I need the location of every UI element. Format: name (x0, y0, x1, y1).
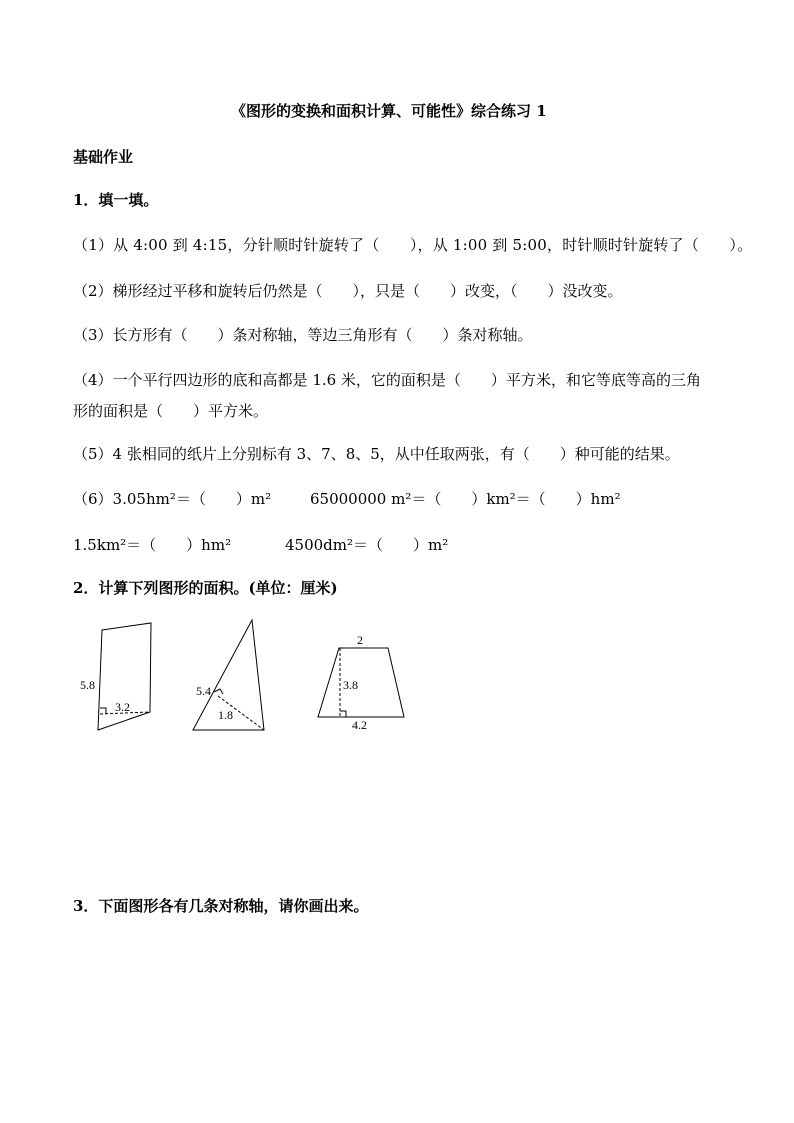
trapezoid-bottom-label: 4.2 (352, 718, 367, 732)
page-title: 《图形的变换和面积计算、可能性》综合练习 1 (231, 102, 547, 120)
q1-item-6b: 65000000 m²＝（ ）km²＝（ ）hm² (310, 490, 621, 508)
triangle-height-label: 1.8 (218, 708, 233, 722)
trapezoid-height-label: 3.8 (343, 678, 358, 692)
right-angle-mark (340, 711, 346, 717)
q2-heading: 2．计算下列图形的面积。(单位：厘米) (73, 579, 338, 597)
q1-heading: 1．填一填。 (73, 191, 159, 209)
triangle-figure (190, 618, 270, 733)
q1-item-5: （5）4 张相同的纸片上分别标有 3、7、8、5，从中任取两张，有（ ）种可能的结果。 (73, 445, 680, 463)
right-angle-mark (214, 689, 223, 694)
q1-item-6a: （6）3.05hm²＝（ ）m² (73, 490, 272, 508)
q1-item-3: （3）长方形有（ ）条对称轴，等边三角形有（ ）条对称轴。 (73, 326, 533, 344)
q1-item-2: （2）梯形经过平移和旋转后仍然是（ ），只是（ ）改变，（ ）没改变。 (73, 282, 623, 300)
trapezoid-figure (312, 632, 412, 732)
triangle-side-label: 5.4 (196, 684, 211, 698)
parallelogram-height-label: 3.2 (115, 700, 130, 714)
q1-item-1: （1）从 4:00 到 4:15，分针顺时针旋转了（ ），从 1:00 到 5:00，时针顺时针旋转了（ ）。 (73, 236, 753, 254)
trapezoid-shape (318, 648, 404, 717)
q3-heading: 3．下面图形各有几条对称轴，请你画出来。 (73, 897, 369, 915)
trapezoid-top-label: 2 (357, 633, 363, 647)
parallelogram-side-label: 5.8 (80, 678, 95, 692)
right-angle-mark (100, 708, 106, 714)
parallelogram-figure (75, 620, 165, 735)
q1-item-6c: 1.5km²＝（ ）hm² (73, 536, 232, 554)
section-heading: 基础作业 (73, 148, 134, 166)
q1-item-4b: 形的面积是（ ）平方米。 (73, 402, 269, 420)
q1-item-6d: 4500dm²＝（ ）m² (285, 536, 449, 554)
q1-item-4a: （4）一个平行四边形的底和高都是 1.6 米，它的面积是（ ）平方米，和它等底等高的三角 (73, 371, 701, 389)
